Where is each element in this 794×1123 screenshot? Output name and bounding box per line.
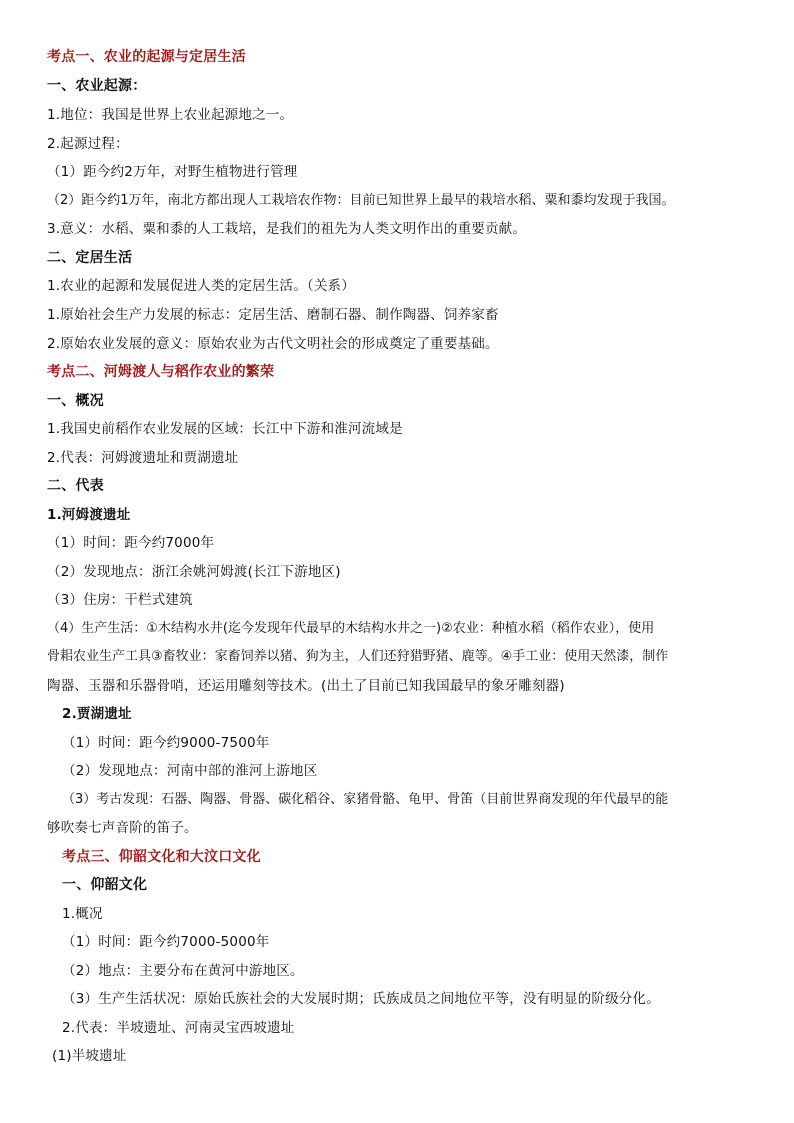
subsection-title: 2.贾湖遗址 [62,706,132,722]
text-line: （3）生产生活状况：原始氏族社会的大发展时期；氏族成员之间地位平等，没有明显的阶级分化。 [62,991,660,1007]
section-heading-3: 考点三、仰韶文化和大汶口文化 [62,849,261,865]
text-line: 1.农业的起源和发展促进人类的定居生活。（关系） [47,278,355,294]
text-line: 1.概况 [62,906,103,922]
text-line: (1)半坡遗址 [52,1048,127,1064]
text-line: 2.原始农业发展的意义：原始农业为古代文明社会的形成奠定了重要基础。 [47,336,499,352]
text-line: 够吹奏七声音阶的笛子。 [47,820,198,836]
text-line: （4）生产生活：①木结构水井(迄今发现年代最早的木结构水井之一)②农业：种植水稻（稻作农业），使用 [47,621,655,636]
text-line: （2）发现地点：河南中部的淮河上游地区 [62,763,318,779]
subheading: 二、代表 [47,478,104,494]
text-line: 1.我国史前稻作农业发展的区域：长江中下游和淮河流域是 [47,421,403,437]
text-line: （1）时间：距今约9000-7500年 [62,735,270,751]
section-heading-2: 考点二、河姆渡人与稻作农业的繁荣 [47,364,275,380]
text-line: 1.地位：我国是世界上农业起源地之一。 [47,107,294,123]
text-line: 2.起源过程： [47,136,129,152]
text-line: 2.代表：河姆渡遗址和贾湖遗址 [47,450,239,466]
subheading: 一、仰韶文化 [62,877,148,893]
text-line: （1）时间：距今约7000-5000年 [62,934,270,950]
text-line: 2.代表：半坡遗址、河南灵宝西坡遗址 [62,1020,295,1036]
text-line: 骨耜农业生产工具③畜牧业：家畜饲养以猪、狗为主，人们还狩猎野猪、鹿等。④手工业：使用天然漆，制作 [47,649,669,664]
subheading: 一、农业起源： [47,78,147,94]
section-heading-1: 考点一、农业的起源与定居生活 [47,49,246,65]
text-line: 1.原始社会生产力发展的标志：定居生活、磨制石器、制作陶器、饲养家畜 [47,307,499,323]
subsection-title: 1.河姆渡遗址 [47,507,131,523]
text-line: 陶器、玉器和乐器骨哨，还运用雕刻等技术。(出土了目前已知我国最早的象牙雕刻器) [47,678,565,694]
text-line: （3）考古发现：石器、陶器、骨器、碳化稻谷、家猪骨骼、龟甲、骨笛（目前世界商发现的年代最早的能 [62,792,669,807]
text-line: （2）发现地点：浙江余姚河姆渡(长江下游地区) [47,564,341,580]
text-line: （1）时间：距今约7000年 [47,535,215,551]
text-line: （2）距今约1万年，南北方都出现人工栽培农作物：目前已知世界上最早的栽培水稻、粟和黍均发现于我国。 [47,193,675,208]
subheading: 一、概况 [47,393,104,409]
text-line: （1）距今约2万年，对野生植物进行管理 [47,164,298,180]
text-line: 3.意义：水稻、粟和黍的人工栽培，是我们的祖先为人类文明作出的重要贡献。 [47,221,527,237]
subheading: 二、定居生活 [47,250,133,266]
text-line: （3）住房：干栏式建筑 [47,592,193,608]
text-line: （2）地点：主要分布在黄河中游地区。 [62,963,304,979]
